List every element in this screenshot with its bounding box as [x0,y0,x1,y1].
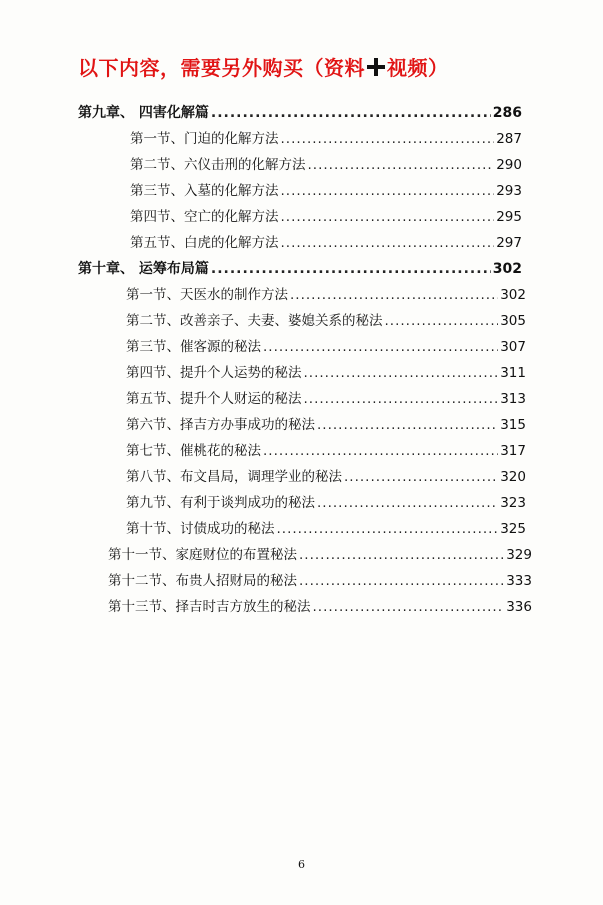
toc-entry-page: 333 [506,573,532,589]
dot-leader [385,312,499,330]
toc-entry-title: 第一节、门迫的化解方法 [130,131,279,147]
toc-section-entry [126,416,526,434]
dot-leader [317,416,498,434]
toc-section-entry [130,234,522,252]
dot-leader [317,494,498,512]
toc-entry-title: 第五节、提升个人财运的秘法 [126,391,302,407]
toc-section-entry [126,468,526,486]
toc-entry-title: 第四节、空亡的化解方法 [130,209,279,225]
toc-entry-title: 第六节、择吉方办事成功的秘法 [126,417,315,433]
toc-entry-page: 305 [500,313,526,329]
dot-leader [299,572,504,590]
toc-entry-page: 311 [500,365,526,381]
dot-leader [290,286,498,304]
dot-leader [344,468,498,486]
dot-leader [263,442,498,460]
notice-text-before: 以下内容，需要另外购买（资料 [78,56,365,80]
dot-leader [304,390,499,408]
toc-section-entry [126,494,526,512]
toc-entry-title: 第七节、催桃花的秘法 [126,443,261,459]
toc-entry-title: 第九章、 四害化解篇 [78,105,209,121]
toc-entry-page: 295 [496,209,522,225]
toc-section-entry [126,442,526,460]
toc-section-entry [130,208,522,226]
toc-section-entry [130,182,522,200]
toc-section-entry [126,286,526,304]
toc-entry-title: 第十二节、布贵人招财局的秘法 [108,573,297,589]
toc-entry-title: 第九节、有利于谈判成功的秘法 [126,495,315,511]
page-number: 6 [298,858,305,871]
toc-entry-title: 第十章、 运筹布局篇 [78,261,209,277]
toc-section-entry [130,130,522,148]
toc-entry-title: 第十节、讨债成功的秘法 [126,521,275,537]
toc-entry-page: 302 [492,261,522,277]
toc-entry-title: 第八节、布文昌局，调理学业的秘法 [126,469,342,485]
toc-section-entry [126,312,526,330]
dot-leader [299,546,504,564]
toc-entry-title: 第一节、天医水的制作方法 [126,287,288,303]
toc-section-entry [108,546,532,564]
toc-chapter-entry [78,104,522,122]
dot-leader [277,520,499,538]
toc-entry-page: 325 [500,521,526,537]
toc-entry-page: 323 [500,495,526,511]
toc-entry-page: 313 [500,391,526,407]
toc-entry-page: 336 [506,599,532,615]
notice-text-after: 视频） [387,56,449,80]
toc-entry-title: 第二节、六仪击刑的化解方法 [130,157,306,173]
dot-leader [211,104,491,122]
toc-entry-page: 329 [506,547,532,563]
toc-entry-title: 第十一节、家庭财位的布置秘法 [108,547,297,563]
dot-leader [281,208,495,226]
toc-entry-page: 320 [500,469,526,485]
toc-entry-page: 293 [496,183,522,199]
toc-section-entry [126,338,526,356]
dot-leader [263,338,498,356]
toc-entry-page: 297 [496,235,522,251]
toc-entry-page: 307 [500,339,526,355]
toc-section-entry [130,156,522,174]
toc-entry-page: 286 [492,105,522,121]
toc-chapter-entry [78,260,522,278]
toc-section-entry [108,572,532,590]
toc-entry-title: 第十三节、择吉时吉方放生的秘法 [108,599,311,615]
dot-leader [281,234,495,252]
toc-section-entry [108,598,532,616]
dot-leader [304,364,499,382]
toc-entry-title: 第四节、提升个人运势的秘法 [126,365,302,381]
toc-section-entry [126,390,526,408]
toc-entry-page: 317 [500,443,526,459]
toc-entry-title: 第二节、改善亲子、夫妻、婆媳关系的秘法 [126,313,383,329]
toc-entry-title: 第三节、入墓的化解方法 [130,183,279,199]
toc-entry-page: 302 [500,287,526,303]
toc-entry-title: 第五节、白虎的化解方法 [130,235,279,251]
toc-section-entry [126,364,526,382]
dot-leader [211,260,491,278]
plus-icon [366,57,386,77]
toc-entry-title: 第三节、催客源的秘法 [126,339,261,355]
toc-entry-page: 287 [496,131,522,147]
dot-leader [313,598,505,616]
purchase-notice [78,52,449,81]
toc-section-entry [126,520,526,538]
dot-leader [308,156,495,174]
dot-leader [281,130,495,148]
toc-entry-page: 315 [500,417,526,433]
dot-leader [281,182,495,200]
toc-entry-page: 290 [496,157,522,173]
